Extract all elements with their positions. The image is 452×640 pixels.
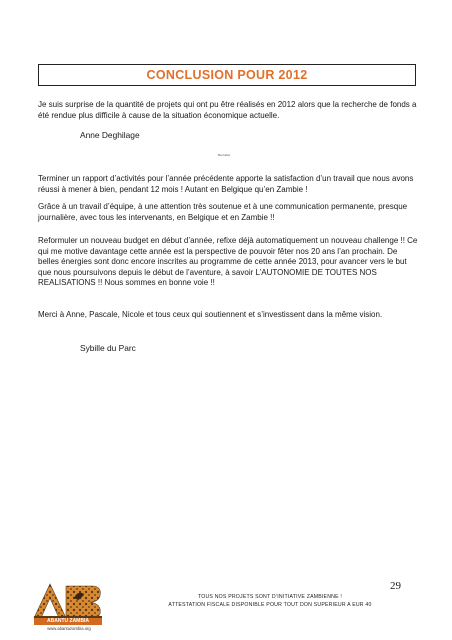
paragraph-teamwork: Grâce à un travail d’équipe, à une attention très soutenue et à une communication permanente, presque journalière, avec tous les intervenants, en Belgique et en Zambie !! <box>38 202 408 222</box>
signature-mark: Ba Kafaz <box>218 153 231 157</box>
paragraph-budget: Reformuler un nouveau budget en début d’année, refixe déjà automatiquement un nouveau challenge !! Ce qui me motive davantage cette année est la perspective de pouvoir fêter nos 20 ans l’an prochain. De belles énergies sont donc encore inscrites au programme de cette année 2013, pour avancer vers le but que nous poursuivons depuis le début de l’aventure, à savoir L’AUTONOMIE DE TOUTES NOS REALISATIONS !! Nous sommes en bonne voie !! <box>38 236 418 288</box>
title-box <box>38 64 416 86</box>
paragraph-report: Terminer un rapport d’activités pour l’année précédente apporte la satisfaction d’un travail que nous avons réussi à mener à bien, pendant 12 mois ! Autant en Belgique qu’en Zambie ! <box>38 174 414 194</box>
page-number: 29 <box>390 580 401 592</box>
paragraph-intro: Je suis surprise de la quantité de projets qui ont pu être réalisés en 2012 alors que la recherche de fonds a été rendue plus difficile à cause de la situation économique actuelle. <box>38 100 417 120</box>
footer-line-initiative: TOUS NOS PROJETS SONT D’INITIATIVE ZAMBIENNE ! <box>197 594 343 600</box>
footer-line-tax: ATTESTATION FISCALE DISPONIBLE POUR TOUT DON SUPERIEUR A EUR 40 <box>168 602 372 608</box>
paragraph-thanks: Merci à Anne, Pascale, Nicole et tous ceux qui soutiennent et s’investissent dans la même vision. <box>38 310 383 319</box>
logo-website: www.abantuzambia.org <box>47 626 91 631</box>
signature-anne: Anne Deghilage <box>80 130 140 140</box>
page-title: CONCLUSION POUR 2012 <box>146 68 308 82</box>
logo-brand-name: ABANTU ZAMBIA <box>34 618 102 625</box>
signature-sybille: Sybille du Parc <box>80 343 136 353</box>
